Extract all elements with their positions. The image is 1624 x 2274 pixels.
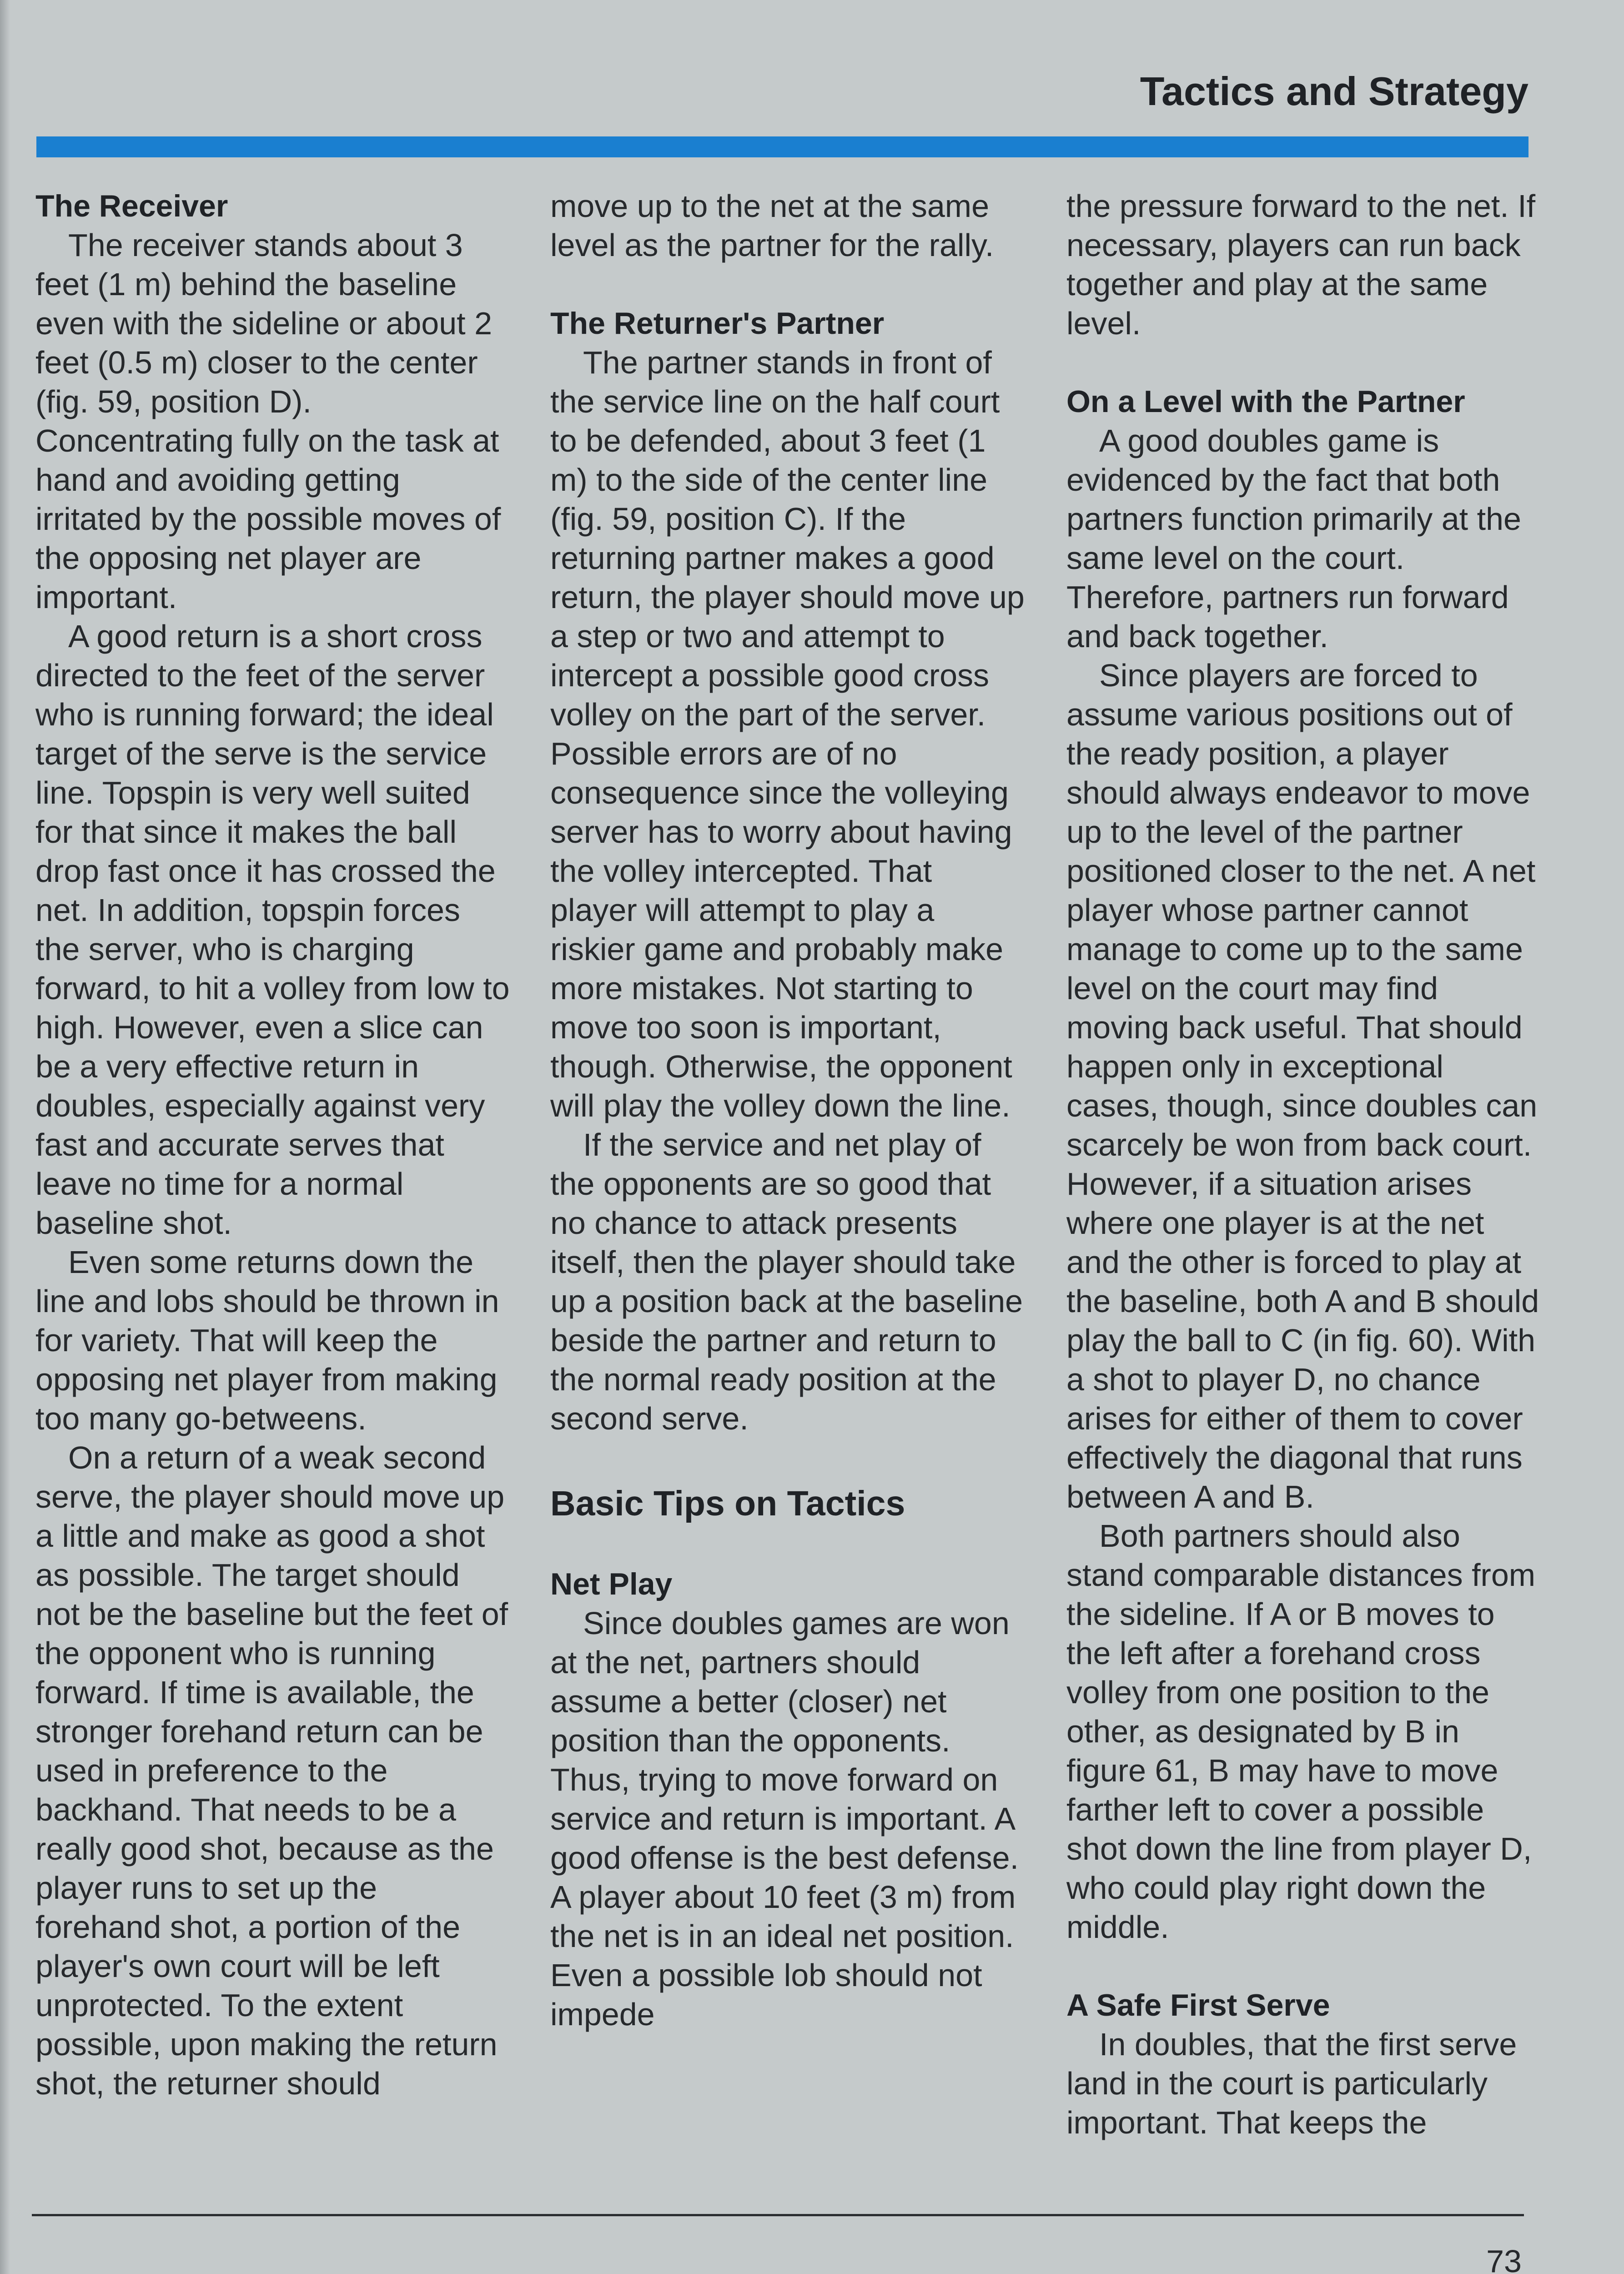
text-column-2	[550, 186, 1026, 2034]
spacer	[1066, 1947, 1542, 1986]
footer-rule	[32, 2214, 1524, 2216]
section-heading-net-play: Net Play	[550, 1567, 673, 1601]
paragraph: Since players are forced to assume various positions out of the ready position, a player should always endeavor to move up to the level of the partner positioned closer to the net. A net player whose partner cannot manage to come up to the same level on the court may find moving back useful. That should happen only in exceptional cases, though, since doubles can scarcely be won from back court. However, if a situation arises where one player is at the net and the other is forced to play at the baseline, both A and B should play the ball to C (in fig. 60). With a shot to player D, no chance arises for either of them to cover effectively the diagonal that runs between A and B.	[1066, 658, 1539, 1514]
chapter-heading-basic-tips-on-tactics: Basic Tips on Tactics	[550, 1484, 905, 1523]
section-heading-on-a-level-with-the-partner: On a Level with the Partner	[1066, 384, 1465, 419]
paragraph: In doubles, that the first serve land in the court is particularly important. That keeps the	[1066, 2027, 1517, 2140]
paragraph: Even some returns down the line and lobs should be thrown in for variety. That will keep the opposing net player from making too many go-betweens.	[35, 1244, 499, 1436]
paragraph: Both partners should also stand comparable distances from the sideline. If A or B moves to the left after a forehand cross volley from one position to the other, as designated by B in figure 61, B may have to move farther left to cover a possible shot down the line from player D, who could play right down the middle.	[1066, 1518, 1536, 1945]
text-column-1	[35, 186, 511, 2103]
paragraph: A good doubles game is evidenced by the fact that both partners function primarily at the same level on the court. Therefore, partners run forward and back together.	[1066, 423, 1521, 654]
text-column-3	[1066, 186, 1542, 2142]
section-heading-the-receiver: The Receiver	[35, 189, 228, 223]
paragraph: The partner stands in front of the service line on the half court to be defended, about 3 feet (1 m) to the side of the center line (fig. 59, position C). If the returning partner makes a good return, the player should move up a step or two and attempt to intercept a possible good cross volley on the part of the server. Possible errors are of no consequence since the volleying server has to worry about having the volley intercepted. That player will attempt to play a riskier game and probably make more mistakes. Not starting to move too soon is important, though. Otherwise, the opponent will play the volley down the line.	[550, 345, 1025, 1123]
spacer	[550, 1438, 1026, 1482]
paragraph: The receiver stands about 3 feet (1 m) behind the baseline even with the sideline or about 2 feet (0.5 m) closer to the center (fig. 59, position D). Concentrating fully on the task at hand and avoiding getting irritated by the possible moves of the opposing net player are important.	[35, 227, 501, 615]
running-head-title: Tactics and Strategy	[1140, 69, 1528, 114]
paragraph: A good return is a short cross directed to the feet of the server who is running forward; the ideal target of the serve is the service line. Topspin is very well suited for that since it makes the ball drop fast once it has crossed the net. In addition, topspin forces the server, who is charging forward, to hit a volley from low to high. However, even a slice can be a very effective return in doubles, especially against very fast and accurate serves that leave no time for a normal baseline shot.	[35, 619, 510, 1241]
section-heading-returners-partner: The Returner's Partner	[550, 306, 885, 341]
paragraph: On a return of a weak second serve, the player should move up a little and make as good a shot as possible. The target should not be the baseline but the feet of the opponent who is running forward. If time is available, the stronger forehand return can be used in preference to the backhand. That needs to be a really good shot, because as the player runs to set up the forehand shot, a portion of the player's own court will be left unprotected. To the extent possible, upon making the return shot, the returner should	[35, 1440, 508, 2101]
header-blue-rule	[36, 136, 1528, 157]
section-heading-a-safe-first-serve: A Safe First Serve	[1066, 1988, 1330, 2022]
paragraph-continued: move up to the net at the same level as the partner for the rally.	[550, 188, 994, 263]
spacer	[1066, 343, 1542, 382]
paragraph: If the service and net play of the opponents are so good that no chance to attack presents itself, then the player should take up a position back at the baseline beside the partner and return to the normal ready position at the second serve.	[550, 1127, 1023, 1436]
paragraph: Since doubles games are won at the net, partners should assume a better (closer) net position than the opponents. Thus, trying to move forward on service and return is important. A good offense is the best defense. A player about 10 feet (3 m) from the net is in an ideal net position. Even a possible lob should not impede	[550, 1605, 1019, 2032]
paragraph-continued: the pressure forward to the net. If necessary, players can run back together and play at the same level.	[1066, 188, 1536, 341]
page-number: 73	[1486, 2244, 1522, 2274]
spacer	[550, 1525, 1026, 1565]
spacer	[550, 265, 1026, 304]
page-gutter-shadow	[0, 0, 10, 2274]
